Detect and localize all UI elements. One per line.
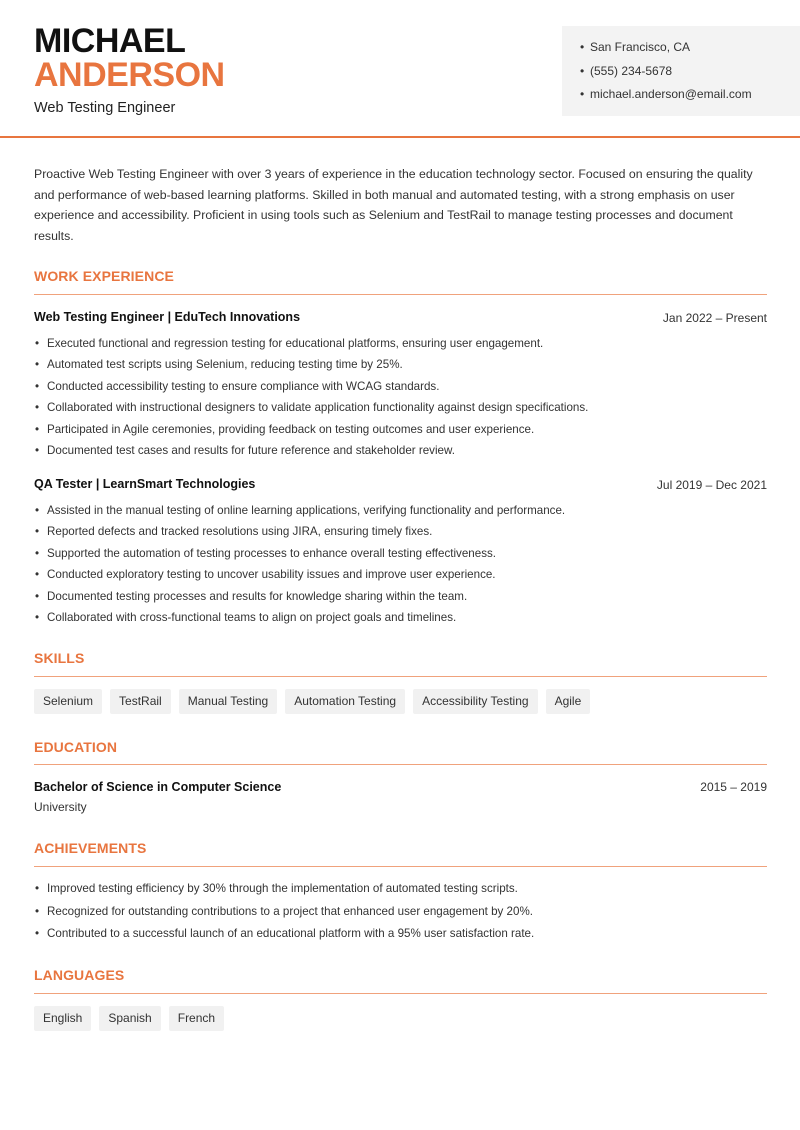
achievements-list — [34, 882, 768, 950]
section-divider — [34, 993, 767, 994]
section-title-education: EDUCATION — [34, 739, 118, 755]
list-item: • Collaborated with cross-functional teams to align on project goals and timelines. — [34, 611, 768, 632]
list-item: • Executed functional and regression testing for educational platforms, ensuring user engagement. — [34, 337, 768, 358]
job-title: Web Testing Engineer — [34, 100, 176, 116]
list-item: • Supported the automation of testing processes to enhance overall testing effectiveness. — [34, 547, 768, 568]
list-item: • Collaborated with instructional designers to validate application functionality against design specifications. — [34, 401, 768, 422]
skills-list — [34, 689, 590, 714]
list-item: • Recognized for outstanding contributions to a project that enhanced user engagement by 20%. — [34, 905, 768, 928]
section-divider — [34, 294, 767, 295]
list-item: • Conducted accessibility testing to ensure compliance with WCAG standards. — [34, 380, 768, 401]
last-name: ANDERSON — [34, 56, 225, 94]
list-item: • Documented test cases and results for future reference and stakeholder review. — [34, 444, 768, 465]
language-chip: English — [34, 1006, 91, 1031]
education-school: University — [34, 800, 87, 814]
skill-chip: Agile — [546, 689, 591, 714]
job-dates-2: Jul 2019 – Dec 2021 — [656, 478, 767, 492]
summary-paragraph: Proactive Web Testing Engineer with over 3 years of experience in the education technology sector. Focused on ensuring the quality and performance of web-based learning platforms. Skilled in both manual and automated testing, with a strong emphasis on user experience and accessibility. Proficient in using tools such as Selenium and TestRail to manage testing processes and document results. — [34, 167, 753, 243]
list-item: • Documented testing processes and results for knowledge sharing within the team. — [34, 590, 768, 611]
contact-location: • San Francisco, CA — [580, 40, 752, 64]
contact-phone: • (555) 234-5678 — [580, 64, 752, 88]
skill-chip: Manual Testing — [179, 689, 278, 714]
job-dates-1: Jan 2022 – Present — [662, 311, 767, 325]
resume-header — [0, 0, 800, 138]
skill-chip: Selenium — [34, 689, 102, 714]
first-name: MICHAEL — [34, 22, 186, 60]
list-item: • Reported defects and tracked resolutions using JIRA, ensuring timely fixes. — [34, 525, 768, 546]
education-degree: Bachelor of Science in Computer Science — [34, 780, 282, 794]
section-title-skills: SKILLS — [34, 650, 85, 666]
list-item: • Contributed to a successful launch of an educational platform with a 95% user satisfaction rate. — [34, 927, 768, 950]
list-item: • Automated test scripts using Selenium, reducing testing time by 25%. — [34, 358, 768, 379]
section-title-languages: LANGUAGES — [34, 967, 125, 983]
language-chip: French — [169, 1006, 224, 1031]
job-bullets-1 — [34, 337, 768, 465]
section-divider — [34, 764, 767, 765]
skill-chip: TestRail — [110, 689, 171, 714]
section-title-achievements: ACHIEVEMENTS — [34, 840, 147, 856]
contact-list — [580, 40, 752, 111]
list-item: • Participated in Agile ceremonies, providing feedback on testing outcomes and user experience. — [34, 423, 768, 444]
skill-chip: Accessibility Testing — [413, 689, 538, 714]
section-title-experience: WORK EXPERIENCE — [34, 268, 174, 284]
language-chip: Spanish — [99, 1006, 160, 1031]
section-divider — [34, 676, 767, 677]
education-dates: 2015 – 2019 — [700, 780, 767, 794]
job-title-2: QA Tester | LearnSmart Technologies — [34, 477, 256, 491]
job-bullets-2 — [34, 504, 768, 632]
list-item: • Improved testing efficiency by 30% through the implementation of automated testing scripts. — [34, 882, 768, 905]
job-title-1: Web Testing Engineer | EduTech Innovations — [34, 310, 301, 324]
skill-chip: Automation Testing — [285, 689, 405, 714]
contact-email: • michael.anderson@email.com — [580, 87, 752, 111]
languages-list — [34, 1006, 224, 1031]
list-item: • Assisted in the manual testing of online learning applications, verifying functionality and performance. — [34, 504, 768, 525]
section-divider — [34, 866, 767, 867]
list-item: • Conducted exploratory testing to uncover usability issues and improve user experience. — [34, 568, 768, 589]
contact-box — [562, 26, 800, 116]
